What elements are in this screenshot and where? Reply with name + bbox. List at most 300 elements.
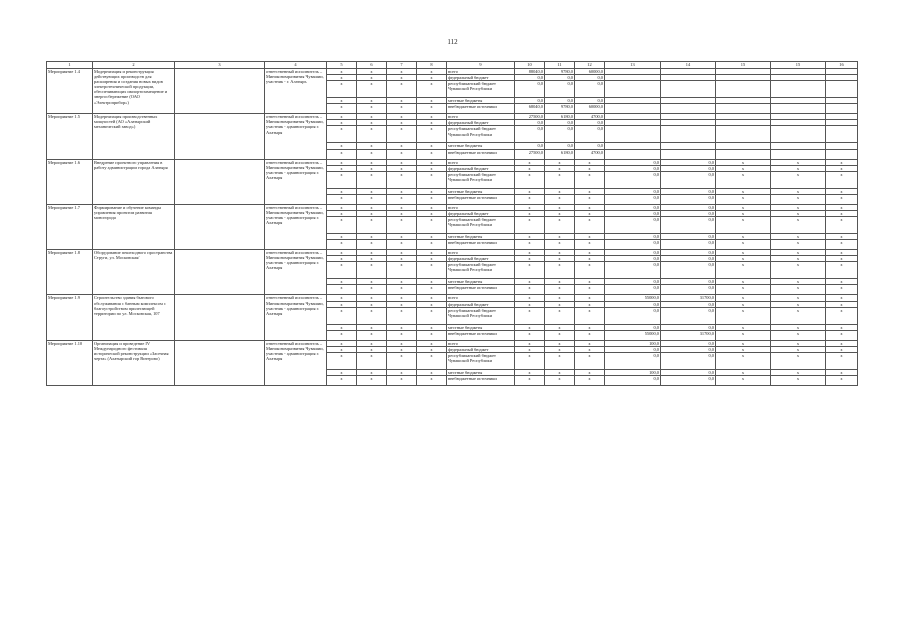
funding-value-cell: x xyxy=(515,204,545,210)
year-mark-cell: x xyxy=(357,75,387,81)
funding-source-cell: всего xyxy=(447,159,515,165)
year-mark-cell: x xyxy=(387,149,417,159)
funding-source-cell: республиканский бюджет Чувашской Республики xyxy=(447,307,515,324)
funding-value-cell: x xyxy=(545,279,575,285)
funding-value-cell: 0,0 xyxy=(661,307,716,324)
funding-value-cell: x xyxy=(716,204,771,210)
year-mark-cell: x xyxy=(417,307,447,324)
funding-value-cell: 0,0 xyxy=(661,279,716,285)
funding-value-cell: x xyxy=(515,250,545,256)
funding-value-cell: x xyxy=(545,250,575,256)
funding-value-cell: x xyxy=(826,330,858,340)
year-mark-cell: x xyxy=(387,159,417,165)
funding-value-cell: x xyxy=(545,330,575,340)
year-mark-cell: x xyxy=(417,104,447,114)
year-mark-cell: x xyxy=(357,346,387,352)
funding-value-cell: 0,0 xyxy=(605,217,661,234)
funding-value-cell: x xyxy=(575,369,605,375)
year-mark-cell: x xyxy=(417,188,447,194)
year-mark-cell: x xyxy=(357,369,387,375)
funding-value-cell: x xyxy=(826,346,858,352)
funding-value-cell: x xyxy=(771,204,826,210)
funding-source-cell: всего xyxy=(447,69,515,75)
column-number-header: 3 xyxy=(175,62,265,69)
year-mark-cell: x xyxy=(327,285,357,295)
funding-value-cell: x xyxy=(771,234,826,240)
year-mark-cell: x xyxy=(387,285,417,295)
funding-value-cell: 0,0 xyxy=(575,143,605,149)
funding-value-cell: x xyxy=(826,159,858,165)
year-mark-cell: x xyxy=(327,81,357,98)
funding-value-cell: x xyxy=(716,250,771,256)
program-activities-table xyxy=(46,61,858,386)
funding-value-cell xyxy=(605,104,661,114)
funding-value-cell: x xyxy=(716,330,771,340)
year-mark-cell: x xyxy=(417,126,447,143)
year-mark-cell: x xyxy=(417,250,447,256)
funding-value-cell: 0,0 xyxy=(515,126,545,143)
funding-value-cell: 0,0 xyxy=(605,234,661,240)
column-number-header: 12 xyxy=(575,62,605,69)
funding-value-cell: x xyxy=(575,279,605,285)
funding-value-cell: x xyxy=(515,171,545,188)
funding-value-cell: x xyxy=(575,295,605,301)
funding-value-cell: 0,0 xyxy=(661,346,716,352)
year-mark-cell: x xyxy=(327,204,357,210)
funding-value-cell: 0,0 xyxy=(661,256,716,262)
funding-value-cell: x xyxy=(515,301,545,307)
activity-title-cell: Организация и проведение IV Международного фестиваля исторической реконструкции «Засечная черта» (Алатырский гор Витерово) xyxy=(93,340,175,385)
year-mark-cell: x xyxy=(417,194,447,204)
year-mark-cell: x xyxy=(357,120,387,126)
funding-source-cell: федеральный бюджет xyxy=(447,165,515,171)
year-mark-cell: x xyxy=(357,149,387,159)
funding-value-cell: x xyxy=(771,295,826,301)
funding-value-cell: x xyxy=(515,340,545,346)
funding-value-cell: x xyxy=(545,301,575,307)
funding-value-cell: 9780,0 xyxy=(545,104,575,114)
year-mark-cell: x xyxy=(327,375,357,385)
year-mark-cell: x xyxy=(417,295,447,301)
funding-source-cell: всего xyxy=(447,114,515,120)
funding-value-cell: 0,0 xyxy=(605,240,661,250)
funding-value-cell: x xyxy=(575,240,605,250)
responsible-executor-cell: ответственный исполнитель – Минэкономразвития Чувашии, участник - администрация г. Алатыря xyxy=(265,340,327,385)
year-mark-cell: x xyxy=(387,120,417,126)
activity-number-cell: Мероприятие 1.4 xyxy=(47,69,93,114)
year-mark-cell: x xyxy=(327,307,357,324)
year-mark-cell: x xyxy=(327,217,357,234)
funding-source-cell: местные бюджеты xyxy=(447,369,515,375)
funding-value-cell xyxy=(716,126,771,143)
funding-value-cell: x xyxy=(515,210,545,216)
funding-value-cell: x xyxy=(716,352,771,369)
funding-value-cell: x xyxy=(545,159,575,165)
funding-value-cell: x xyxy=(575,285,605,295)
activity-title-cell: Модернизация и реконструкция действующих производств для расширения и создания новых видов электротехнической продукции, обеспечивающих импортозамещение и энергосбережение (ОАО «Электроприбор») xyxy=(93,69,175,114)
year-mark-cell: x xyxy=(387,188,417,194)
funding-value-cell: 0,0 xyxy=(661,234,716,240)
year-mark-cell: x xyxy=(417,210,447,216)
funding-value-cell: x xyxy=(545,375,575,385)
funding-value-cell: x xyxy=(771,256,826,262)
year-mark-cell: x xyxy=(417,171,447,188)
year-mark-cell: x xyxy=(357,340,387,346)
funding-value-cell: x xyxy=(826,194,858,204)
year-mark-cell: x xyxy=(387,75,417,81)
column-number-header: 2 xyxy=(93,62,175,69)
funding-value-cell: x xyxy=(716,240,771,250)
year-mark-cell: x xyxy=(387,240,417,250)
year-mark-cell: x xyxy=(387,98,417,104)
funding-value-cell: x xyxy=(575,330,605,340)
funding-value-cell: x xyxy=(515,240,545,250)
funding-value-cell: x xyxy=(575,352,605,369)
year-mark-cell: x xyxy=(357,301,387,307)
year-mark-cell: x xyxy=(327,143,357,149)
year-mark-cell: x xyxy=(387,369,417,375)
funding-value-cell: x xyxy=(826,171,858,188)
year-mark-cell: x xyxy=(417,69,447,75)
funding-value-cell: x xyxy=(545,256,575,262)
funding-value-cell: x xyxy=(826,240,858,250)
year-mark-cell: x xyxy=(417,240,447,250)
year-mark-cell: x xyxy=(357,262,387,279)
funding-value-cell: x xyxy=(826,217,858,234)
year-mark-cell: x xyxy=(417,262,447,279)
funding-value-cell: x xyxy=(771,262,826,279)
year-mark-cell: x xyxy=(357,352,387,369)
year-mark-cell: x xyxy=(357,250,387,256)
funding-value-cell: 9780,0 xyxy=(545,69,575,75)
year-mark-cell: x xyxy=(387,301,417,307)
funding-value-cell: x xyxy=(716,307,771,324)
funding-value-cell xyxy=(826,149,858,159)
funding-value-cell: 0,0 xyxy=(515,120,545,126)
funding-value-cell xyxy=(771,126,826,143)
responsible-executor-cell: ответственный исполнитель – Минэкономразвития Чувашии, участник - администрация г. Алатыря xyxy=(265,114,327,159)
column-number-header: 13 xyxy=(605,62,661,69)
funding-value-cell: x xyxy=(575,262,605,279)
year-mark-cell: x xyxy=(417,149,447,159)
year-mark-cell: x xyxy=(387,104,417,114)
year-mark-cell: x xyxy=(417,81,447,98)
funding-value-cell: 0,0 xyxy=(575,75,605,81)
funding-value-cell: x xyxy=(575,307,605,324)
year-mark-cell: x xyxy=(387,279,417,285)
year-mark-cell: x xyxy=(387,346,417,352)
funding-value-cell xyxy=(605,126,661,143)
funding-value-cell: x xyxy=(716,285,771,295)
year-mark-cell: x xyxy=(327,330,357,340)
funding-value-cell: x xyxy=(826,279,858,285)
funding-value-cell xyxy=(605,149,661,159)
funding-value-cell: 0,0 xyxy=(575,126,605,143)
funding-value-cell: 0,0 xyxy=(515,98,545,104)
funding-value-cell: x xyxy=(826,352,858,369)
funding-value-cell xyxy=(771,149,826,159)
funding-value-cell: 0,0 xyxy=(661,340,716,346)
funding-value-cell: 100,0 xyxy=(605,340,661,346)
year-mark-cell: x xyxy=(357,126,387,143)
funding-value-cell: 0,0 xyxy=(545,143,575,149)
funding-value-cell: x xyxy=(771,352,826,369)
funding-value-cell xyxy=(826,126,858,143)
column-number-header: 8 xyxy=(417,62,447,69)
funding-value-cell: x xyxy=(515,159,545,165)
year-mark-cell: x xyxy=(357,330,387,340)
year-mark-cell: x xyxy=(327,256,357,262)
funding-source-cell: местные бюджеты xyxy=(447,279,515,285)
year-mark-cell: x xyxy=(387,250,417,256)
funding-value-cell: x xyxy=(826,307,858,324)
year-mark-cell: x xyxy=(417,165,447,171)
activity-title-cell: Формирование и обучение команды управления проектом развития моногорода xyxy=(93,204,175,249)
year-mark-cell: x xyxy=(357,324,387,330)
column-number-header: 4 xyxy=(265,62,327,69)
funding-value-cell: 0,0 xyxy=(515,75,545,81)
funding-value-cell: x xyxy=(545,234,575,240)
funding-value-cell: 60000,0 xyxy=(575,104,605,114)
year-mark-cell: x xyxy=(357,204,387,210)
activity-title-cell: Модернизация производственных мощностей (АО «Алатырский механический завод») xyxy=(93,114,175,159)
funding-value-cell: x xyxy=(515,234,545,240)
funding-value-cell: x xyxy=(826,285,858,295)
column-number-header: 6 xyxy=(357,62,387,69)
year-mark-cell: x xyxy=(417,75,447,81)
funding-value-cell: x xyxy=(575,194,605,204)
funding-value-cell: 6180,0 xyxy=(545,149,575,159)
funding-source-cell: местные бюджеты xyxy=(447,188,515,194)
funding-value-cell xyxy=(826,81,858,98)
funding-value-cell: x xyxy=(575,375,605,385)
funding-value-cell: 0,0 xyxy=(605,256,661,262)
funding-value-cell: 0,0 xyxy=(661,165,716,171)
funding-value-cell: x xyxy=(545,171,575,188)
funding-value-cell: x xyxy=(575,340,605,346)
funding-value-cell: 27500,0 xyxy=(515,149,545,159)
year-mark-cell: x xyxy=(327,171,357,188)
funding-value-cell xyxy=(605,81,661,98)
year-mark-cell: x xyxy=(387,307,417,324)
funding-source-cell: республиканский бюджет Чувашской Республики xyxy=(447,171,515,188)
year-mark-cell: x xyxy=(357,143,387,149)
funding-value-cell: x xyxy=(515,330,545,340)
year-mark-cell: x xyxy=(417,114,447,120)
funding-value-cell: x xyxy=(716,324,771,330)
funding-source-cell: внебюджетные источники xyxy=(447,149,515,159)
year-mark-cell: x xyxy=(387,256,417,262)
funding-value-cell: x xyxy=(771,188,826,194)
responsible-executor-cell: ответственный исполнитель – Минэкономразвития Чувашии, участник - администрация г. Алатыря xyxy=(265,250,327,295)
year-mark-cell: x xyxy=(417,143,447,149)
funding-value-cell: x xyxy=(515,262,545,279)
year-mark-cell: x xyxy=(387,324,417,330)
funding-value-cell: x xyxy=(575,217,605,234)
year-mark-cell: x xyxy=(357,285,387,295)
year-mark-cell: x xyxy=(387,217,417,234)
funding-value-cell: x xyxy=(716,346,771,352)
funding-value-cell: 0,0 xyxy=(545,126,575,143)
funding-value-cell: 60000,0 xyxy=(575,69,605,75)
funding-source-cell: федеральный бюджет xyxy=(447,256,515,262)
funding-value-cell: 27500,0 xyxy=(515,114,545,120)
funding-value-cell: x xyxy=(716,375,771,385)
year-mark-cell: x xyxy=(357,256,387,262)
year-mark-cell: x xyxy=(417,256,447,262)
funding-value-cell: x xyxy=(515,279,545,285)
funding-source-cell: федеральный бюджет xyxy=(447,301,515,307)
year-mark-cell: x xyxy=(327,324,357,330)
responsible-executor-cell: ответственный исполнитель – Минэкономразвития Чувашии, участник - администрация г. Алатыря xyxy=(265,204,327,249)
funding-value-cell: 0,0 xyxy=(605,352,661,369)
year-mark-cell: x xyxy=(327,104,357,114)
funding-value-cell: 0,0 xyxy=(661,194,716,204)
funding-value-cell xyxy=(716,81,771,98)
activity-empty-cell xyxy=(175,204,265,249)
funding-value-cell: x xyxy=(826,210,858,216)
funding-value-cell: x xyxy=(545,346,575,352)
funding-value-cell: x xyxy=(575,250,605,256)
funding-value-cell: 0,0 xyxy=(605,301,661,307)
activity-number-cell: Мероприятие 1.6 xyxy=(47,159,93,204)
year-mark-cell: x xyxy=(387,171,417,188)
funding-value-cell: x xyxy=(545,295,575,301)
funding-value-cell: x xyxy=(515,256,545,262)
year-mark-cell: x xyxy=(357,165,387,171)
activity-empty-cell xyxy=(175,159,265,204)
funding-value-cell xyxy=(661,81,716,98)
funding-value-cell: x xyxy=(826,234,858,240)
year-mark-cell: x xyxy=(357,114,387,120)
funding-value-cell xyxy=(661,149,716,159)
funding-value-cell xyxy=(716,149,771,159)
funding-value-cell: 0,0 xyxy=(661,262,716,279)
year-mark-cell: x xyxy=(387,143,417,149)
page-number: 112 xyxy=(447,38,458,46)
funding-value-cell: x xyxy=(771,285,826,295)
activity-empty-cell xyxy=(175,340,265,385)
year-mark-cell: x xyxy=(357,104,387,114)
year-mark-cell: x xyxy=(357,194,387,204)
year-mark-cell: x xyxy=(327,234,357,240)
funding-value-cell: x xyxy=(771,324,826,330)
funding-value-cell: x xyxy=(575,256,605,262)
funding-value-cell: 6180,0 xyxy=(545,114,575,120)
funding-value-cell: x xyxy=(545,188,575,194)
funding-source-cell: местные бюджеты xyxy=(447,143,515,149)
funding-value-cell: x xyxy=(716,295,771,301)
funding-value-cell: 0,0 xyxy=(661,352,716,369)
funding-value-cell: x xyxy=(826,204,858,210)
year-mark-cell: x xyxy=(387,204,417,210)
year-mark-cell: x xyxy=(357,159,387,165)
funding-value-cell: 0,0 xyxy=(545,98,575,104)
table-header-row xyxy=(47,62,858,69)
activity-title-cell: Внедрение проектного управления в работу администрации города Алатыря xyxy=(93,159,175,204)
funding-value-cell: 0,0 xyxy=(605,210,661,216)
funding-value-cell: x xyxy=(545,324,575,330)
year-mark-cell: x xyxy=(357,98,387,104)
funding-source-cell: федеральный бюджет xyxy=(447,75,515,81)
funding-value-cell: x xyxy=(515,217,545,234)
funding-value-cell: 68040,0 xyxy=(515,104,545,114)
activity-number-cell: Мероприятие 1.10 xyxy=(47,340,93,385)
funding-value-cell: 0,0 xyxy=(605,159,661,165)
funding-value-cell: 0,0 xyxy=(661,171,716,188)
funding-value-cell: x xyxy=(515,285,545,295)
year-mark-cell: x xyxy=(417,375,447,385)
year-mark-cell: x xyxy=(387,340,417,346)
year-mark-cell: x xyxy=(327,279,357,285)
funding-value-cell: 100,0 xyxy=(605,369,661,375)
funding-value-cell: 0,0 xyxy=(661,324,716,330)
funding-value-cell: x xyxy=(771,369,826,375)
funding-source-cell: внебюджетные источники xyxy=(447,104,515,114)
funding-value-cell: 0,0 xyxy=(661,188,716,194)
funding-value-cell: x xyxy=(545,262,575,279)
funding-value-cell: 0,0 xyxy=(545,120,575,126)
year-mark-cell: x xyxy=(357,295,387,301)
funding-value-cell: x xyxy=(771,165,826,171)
year-mark-cell: x xyxy=(417,340,447,346)
year-mark-cell: x xyxy=(417,98,447,104)
column-number-header: 10 xyxy=(515,62,545,69)
funding-value-cell: 31700,0 xyxy=(661,330,716,340)
funding-source-cell: республиканский бюджет Чувашской Республики xyxy=(447,352,515,369)
activity-number-cell: Мероприятие 1.5 xyxy=(47,114,93,159)
funding-value-cell: 0,0 xyxy=(605,171,661,188)
funding-value-cell: x xyxy=(771,240,826,250)
funding-value-cell: 0,0 xyxy=(661,285,716,295)
funding-source-cell: всего xyxy=(447,340,515,346)
funding-value-cell: 0,0 xyxy=(661,240,716,250)
funding-value-cell: 55000,0 xyxy=(605,295,661,301)
funding-value-cell: 55000,0 xyxy=(605,330,661,340)
funding-source-cell: внебюджетные источники xyxy=(447,194,515,204)
year-mark-cell: x xyxy=(417,352,447,369)
funding-value-cell: x xyxy=(575,171,605,188)
funding-value-cell: 0,0 xyxy=(661,204,716,210)
year-mark-cell: x xyxy=(387,295,417,301)
funding-value-cell: 0,0 xyxy=(661,159,716,165)
funding-value-cell: x xyxy=(515,375,545,385)
activity-number-cell: Мероприятие 1.9 xyxy=(47,295,93,340)
funding-value-cell: x xyxy=(716,369,771,375)
funding-value-cell: x xyxy=(826,256,858,262)
funding-value-cell: x xyxy=(545,352,575,369)
year-mark-cell: x xyxy=(357,217,387,234)
activity-empty-cell xyxy=(175,250,265,295)
funding-value-cell: 0,0 xyxy=(605,188,661,194)
funding-value-cell xyxy=(661,104,716,114)
funding-value-cell: x xyxy=(771,340,826,346)
funding-value-cell xyxy=(771,81,826,98)
funding-value-cell: x xyxy=(771,307,826,324)
funding-value-cell: x xyxy=(826,324,858,330)
funding-value-cell: x xyxy=(515,369,545,375)
funding-value-cell: x xyxy=(826,295,858,301)
year-mark-cell: x xyxy=(327,250,357,256)
funding-value-cell: x xyxy=(515,352,545,369)
funding-value-cell: 0,0 xyxy=(661,369,716,375)
funding-value-cell: x xyxy=(575,159,605,165)
year-mark-cell: x xyxy=(327,75,357,81)
funding-source-cell: всего xyxy=(447,250,515,256)
year-mark-cell: x xyxy=(327,369,357,375)
funding-source-cell: федеральный бюджет xyxy=(447,210,515,216)
funding-source-cell: местные бюджеты xyxy=(447,324,515,330)
